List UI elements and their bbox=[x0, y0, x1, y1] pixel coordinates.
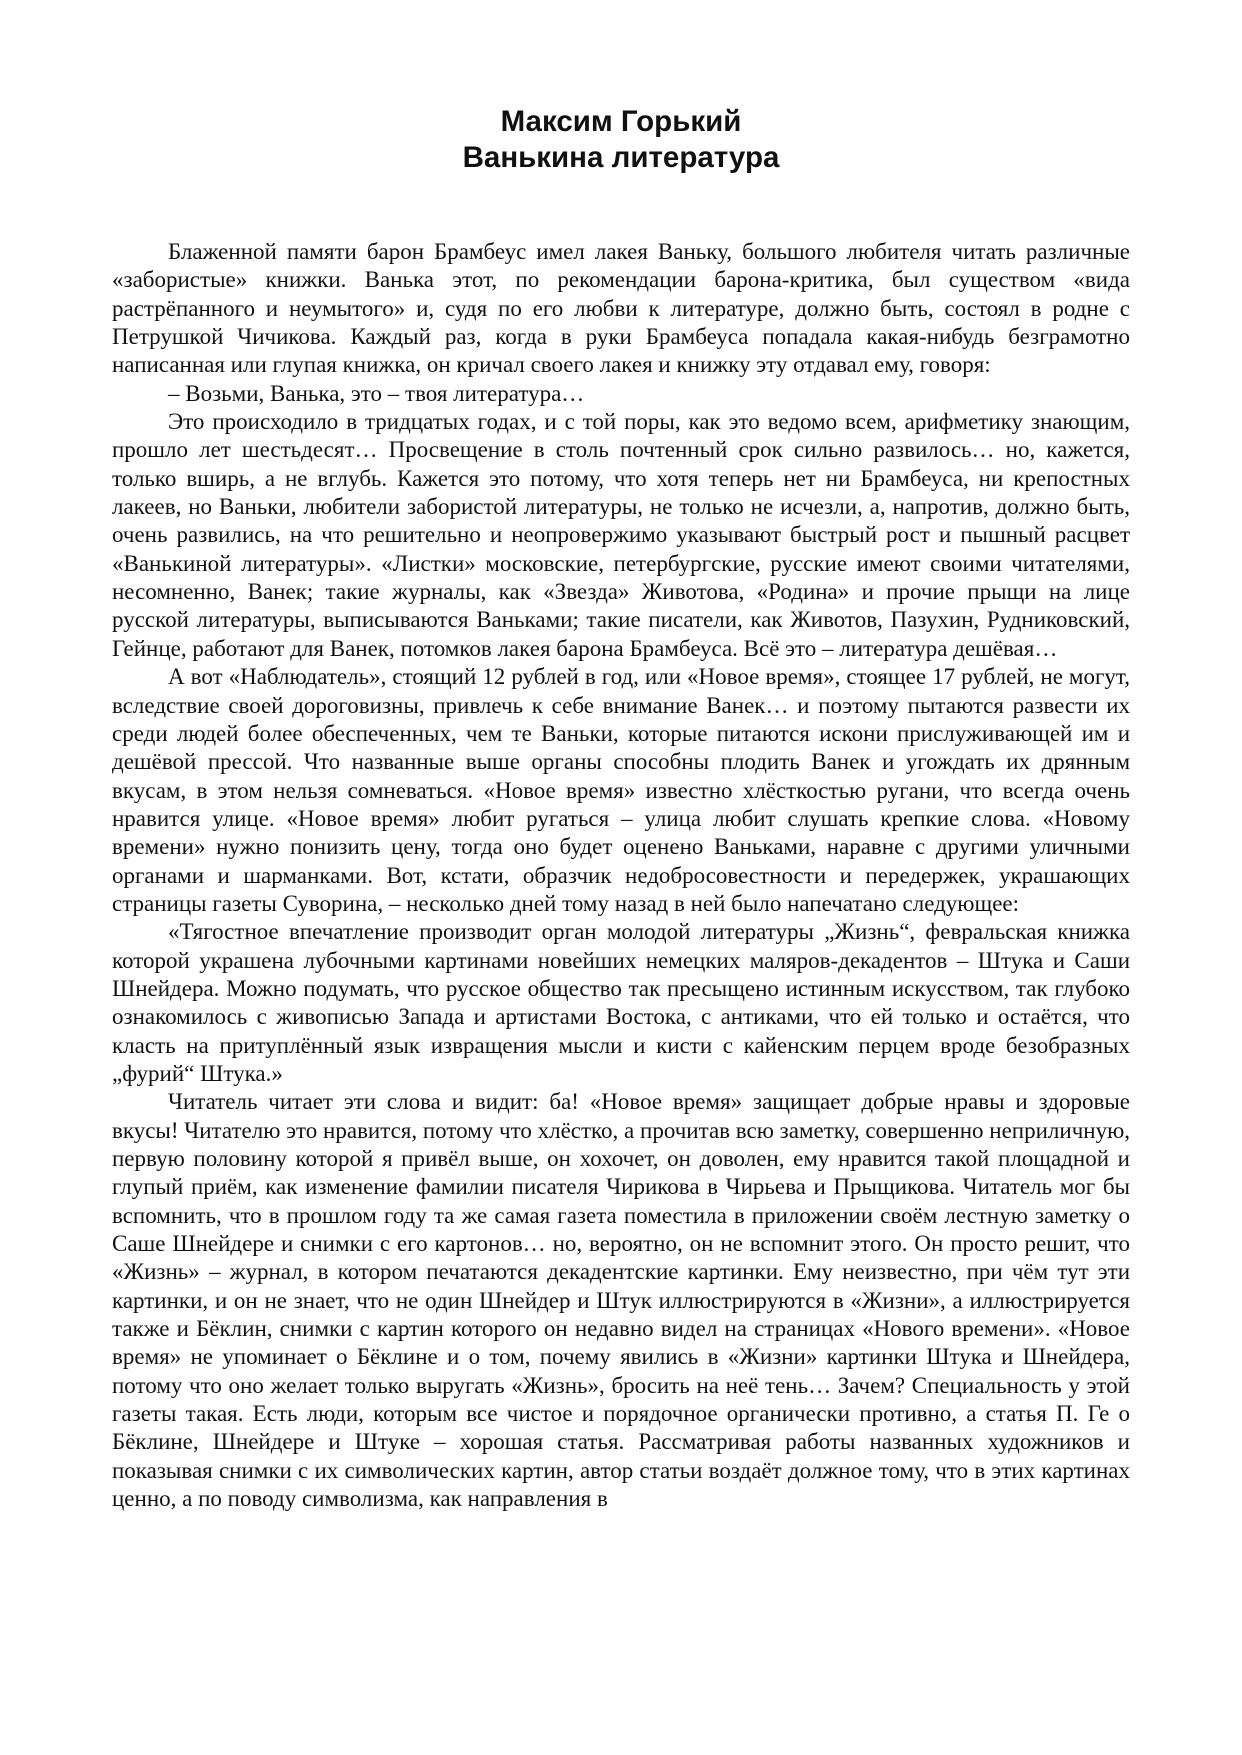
document-header bbox=[112, 104, 1130, 176]
author-name: Максим Горький bbox=[500, 105, 742, 138]
document-page bbox=[112, 104, 1130, 1513]
document-title: Ванькина литература bbox=[462, 141, 780, 174]
paragraph-4: А вот «Наблюдатель», стоящий 12 рублей в год, или «Новое время», стоящее 17 рублей, не могут, вследствие своей дороговизны, привлечь к себе внимание Ванек… и поэтому пытаются развести их среди людей более обеспеченных, чем те Ваньки, которые питаются искони прислуживающей им и дешёвой прессой. Что названные выше органы способны плодить Ванек и угождать их дрянным вкусам, в этом нельзя сомневаться. «Новое время» известно хлёсткостью ругани, что всегда очень нравится улице. «Новое время» любит ругаться – улица любит слушать крепкие слова. «Новому времени» нужно понизить цену, тогда оно будет оценено Ваньками, наравне с другими уличными органами и шарманками. Вот, кстати, образчик недобросовестности и передержек, украшающих страницы газеты Суворина, – несколько дней тому назад в ней было напечатано следующее: bbox=[112, 664, 1130, 916]
paragraph-1: Блаженной памяти барон Брамбеус имел лакея Ваньку, большого любителя читать различные «забористые» книжки. Ванька этот, по рекомендации барона-критика, был существом «вида растрёпанного и неумытого» и, судя по его любви к литературе, должно быть, состоял в родне с Петрушкой Чичикова. Каждый раз, когда в руки Брамбеуса попадала какая-нибудь безграмотно написанная или глупая книжка, он кричал своего лакея и книжку эту отдавал ему, говоря: bbox=[112, 239, 1130, 378]
paragraph-6: Читатель читает эти слова и видит: ба! «Новое время» защищает добрые нравы и здоровые вкусы! Читателю это нравится, потому что хлёстко, а прочитав всю заметку, совершенно неприличную, первую половину которой я привёл выше, он хохочет, он доволен, ему нравится такой площадной и глупый приём, как изменение фамилии писателя Чирикова в Чирьева и Прыщикова. Читатель мог бы вспомнить, что в прошлом году та же самая газета поместила в приложении своём лестную заметку о Саше Шнейдере и снимки с его картонов… но, вероятно, он не вспомнит этого. Он просто решит, что «Жизнь» – журнал, в котором печатаются декадентские картинки. Ему неизвестно, при чём тут эти картинки, и он не знает, что не один Шнейдер и Штук иллюстрируются в «Жизни», а иллюстрируется также и Бёклин, снимки с картин которого он недавно видел на страницах «Нового времени». «Новое время» не упоминает о Бёклине и о том, почему явились в «Жизни» картинки Штука и Шнейдера, потому что оно желает только выругать «Жизнь», бросить на неё тень… Зачем? Специальность у этой газеты такая. Есть люди, которым все чистое и порядочное органически противно, а статья П. Ге о Бёклине, Шнейдере и Штуке – хорошая статья. Рассматривая работы названных художников и показывая снимки с их символических картин, автор статьи воздаёт должное тому, что в этих картинах ценно, а по поводу символизма, как направления в bbox=[112, 1089, 1130, 1512]
paragraph-3: Это происходило в тридцатых годах, и с той поры, как это ведомо всем, арифметику знающим, прошло лет шестьдесят… Просвещение в столь почтенный срок сильно развилось… но, кажется, только вширь, а не вглубь. Кажется это потому, что хотя теперь нет ни Брамбеуса, ни крепостных лакеев, но Ваньки, любители забористой литературы, не только не исчезли, а, напротив, должно быть, очень развились, на что решительно и неопровержимо указывают быстрый рост и пышный расцвет «Ванькиной литературы». «Листки» московские, петербургские, русские имеют своими читателями, несомненно, Ванек; такие журналы, как «Звезда» Животова, «Родина» и прочие прыщи на лице русской литературы, выписываются Ваньками; такие писатели, как Животов, Пазухин, Рудниковский, Гейнце, работают для Ванек, потомков лакея барона Брамбеуса. Всё это – литература дешёвая… bbox=[112, 409, 1130, 661]
paragraph-5-quote: «Тягостное впечатление производит орган молодой литературы „Жизнь“, февральская книжка которой украшена лубочными картинами новейших немецких маляров-декадентов – Штука и Саши Шнейдера. Можно подумать, что русское общество так пресыщено истинным искусством, так глубоко ознакомилось с живописью Запада и артистами Востока, с антиками, что ей только и остаётся, что класть на притуплённый язык извращения мысли и кисти с кайенским перцем вроде безобразных „фурий“ Штука.» bbox=[112, 919, 1130, 1086]
document-body bbox=[112, 238, 1130, 1513]
paragraph-2: – Возьми, Ванька, это – твоя литература… bbox=[168, 380, 585, 406]
